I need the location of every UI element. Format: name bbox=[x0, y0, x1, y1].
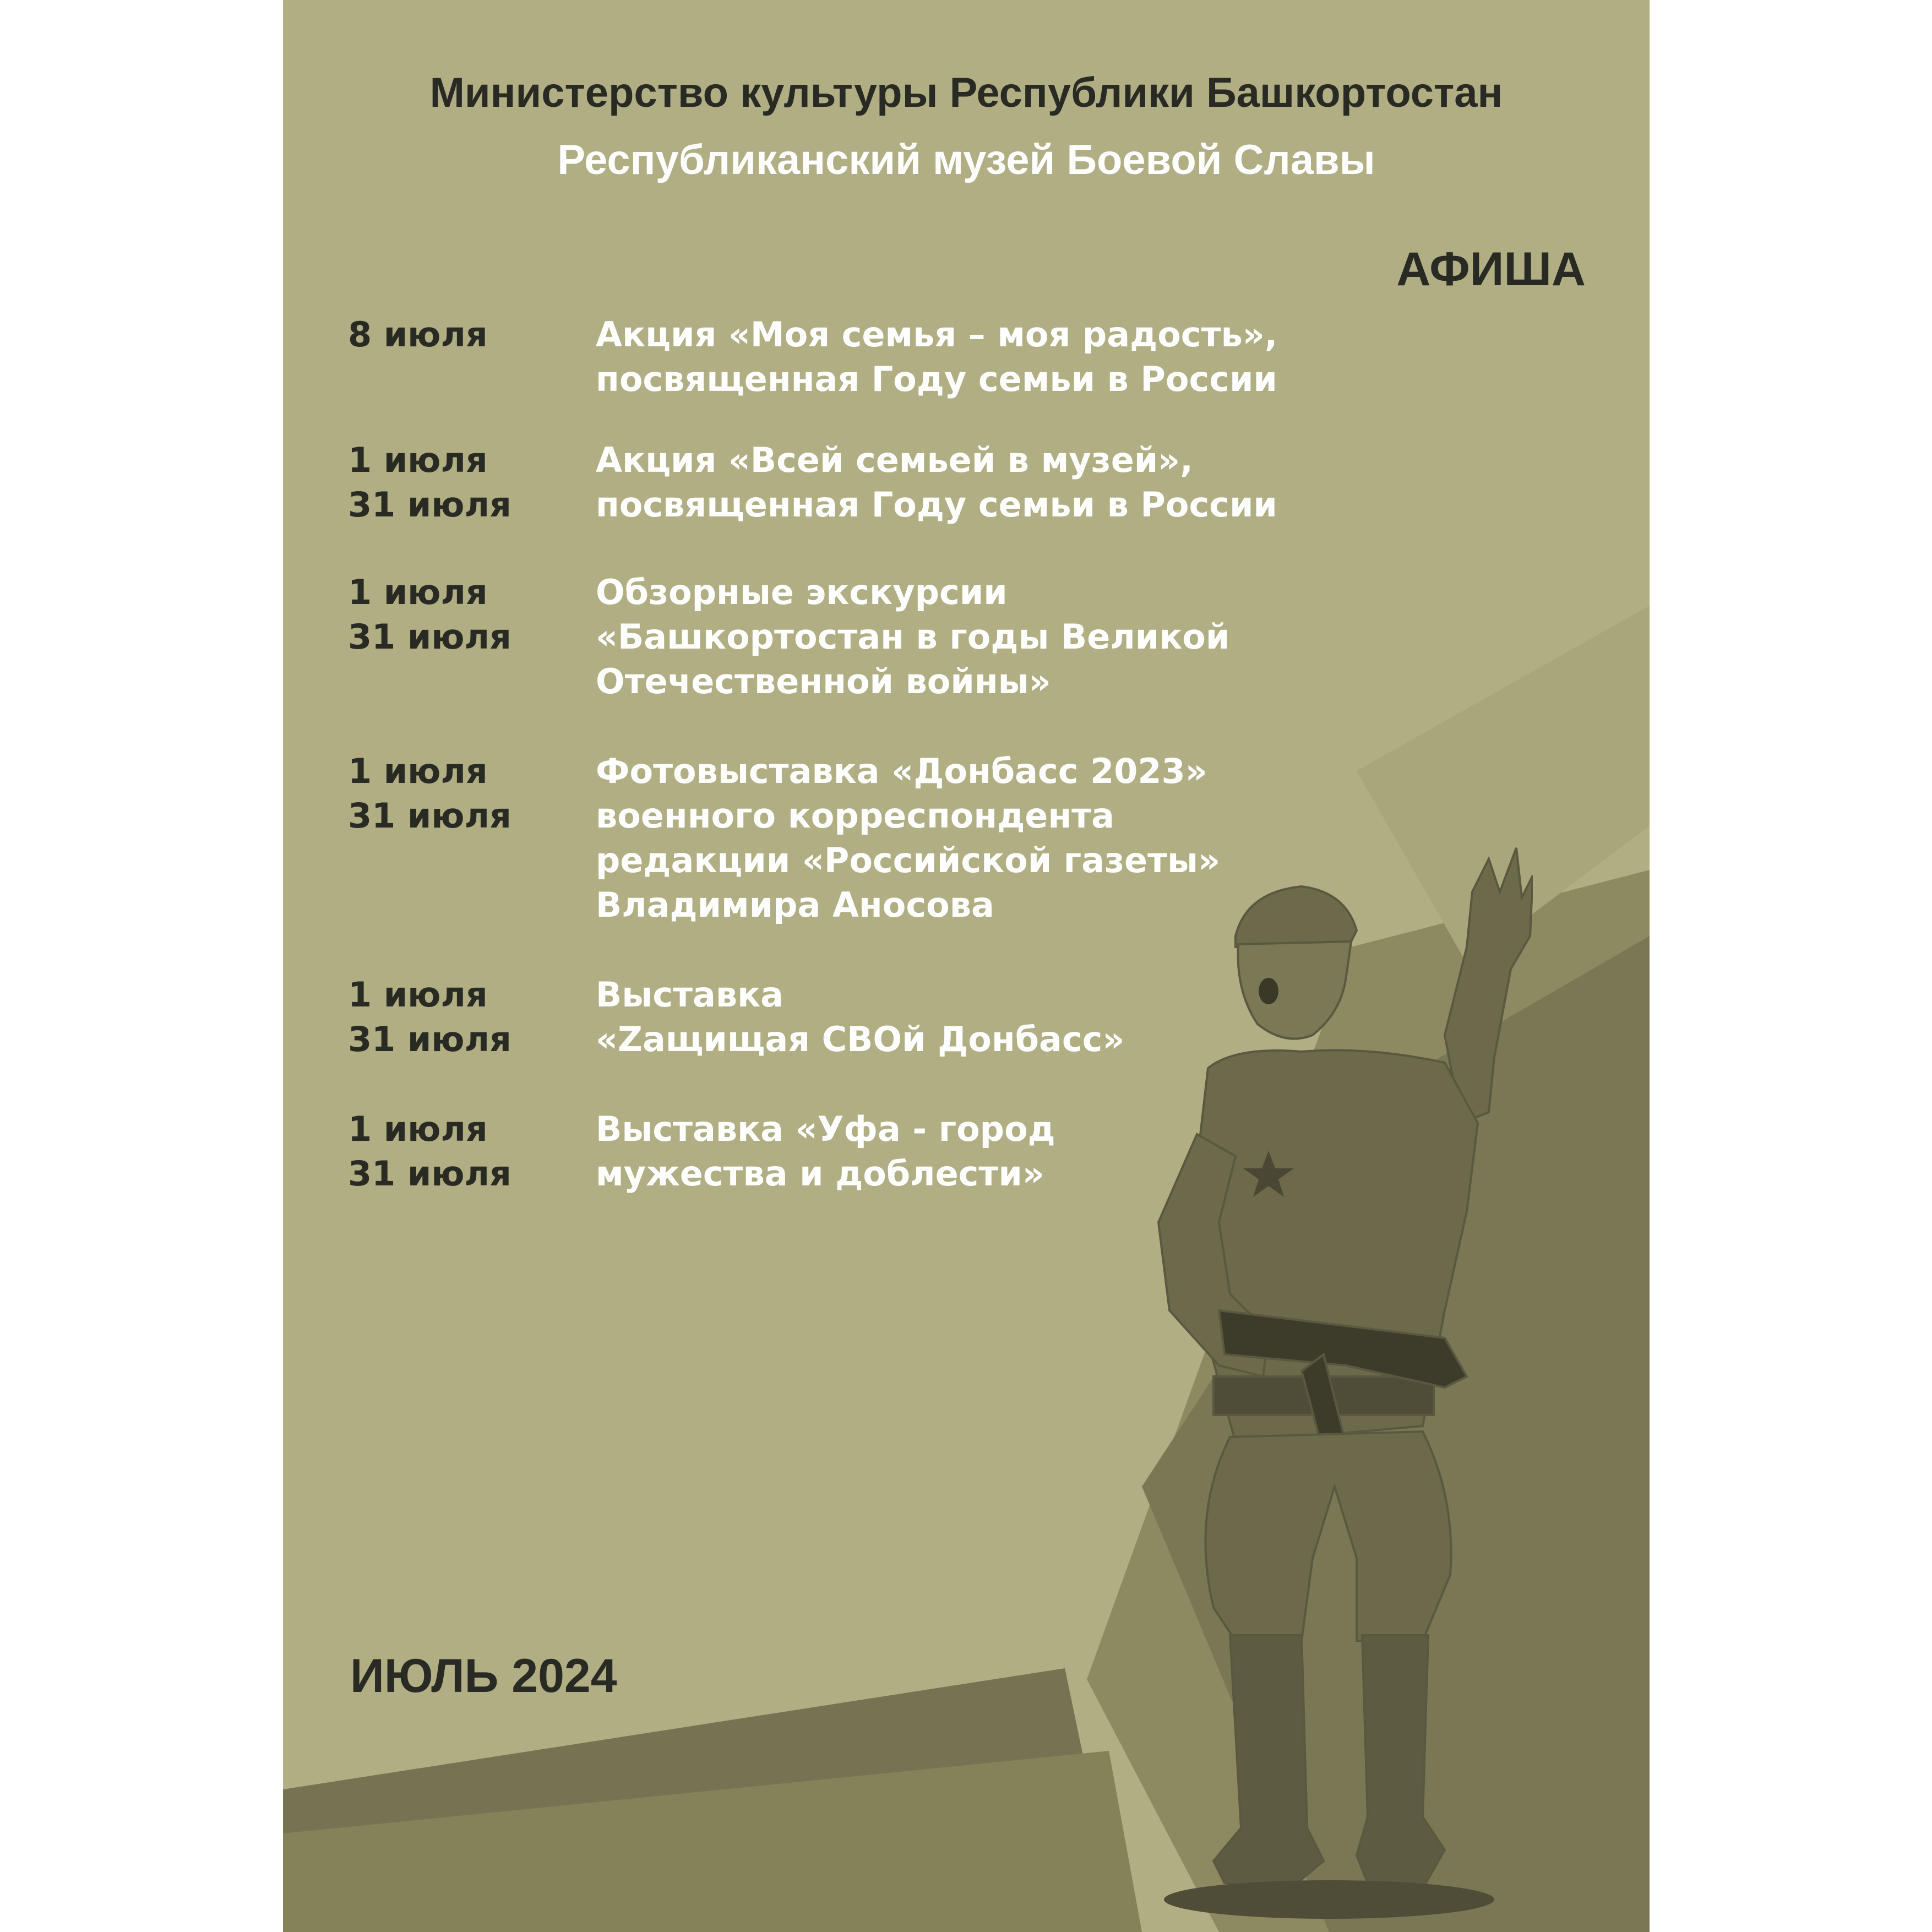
museum-title: Республиканский музей Боевой Славы bbox=[557, 137, 1375, 183]
ministry-title: Министерство культуры Республики Башкортостан bbox=[429, 69, 1503, 116]
event-line: редакции «Российской газеты» bbox=[596, 840, 1221, 880]
event-line: военного корреспондента bbox=[596, 796, 1114, 836]
event-dates bbox=[348, 749, 585, 838]
event-description bbox=[596, 312, 1367, 401]
event-line: Выставка bbox=[596, 975, 783, 1015]
event-date: 31 июля bbox=[348, 796, 511, 836]
event-dates bbox=[348, 570, 585, 659]
event-line: посвященная Году семьи в России bbox=[596, 485, 1277, 525]
afisha-heading: АФИША bbox=[1396, 243, 1586, 296]
event-date: 1 июля bbox=[348, 751, 488, 791]
event-description bbox=[596, 438, 1367, 527]
soldier-statue-icon bbox=[1136, 826, 1533, 1927]
event-date: 1 июля bbox=[348, 975, 488, 1015]
month-year-label: ИЮЛЬ 2024 bbox=[350, 1650, 617, 1702]
event-date: 1 июля bbox=[348, 440, 488, 480]
event-date: 31 июля bbox=[348, 617, 511, 657]
event-line: Фотовыставка «Донбасс 2023» bbox=[596, 751, 1207, 791]
event-dates bbox=[348, 312, 585, 357]
event-dates bbox=[348, 1107, 585, 1196]
event-line: Владимира Аносова bbox=[596, 885, 994, 925]
event-date: 31 июля bbox=[348, 485, 511, 525]
event-dates bbox=[348, 438, 585, 527]
event-line: Акция «Всей семьей в музей», bbox=[596, 440, 1193, 480]
event-line: мужества и доблести» bbox=[596, 1153, 1044, 1194]
event-line: посвященная Году семьи в России bbox=[596, 359, 1277, 399]
event-line: «Башкортостан в годы Великой bbox=[596, 617, 1230, 657]
event-date: 1 июля bbox=[348, 572, 488, 612]
event-date: 31 июля bbox=[348, 1019, 511, 1059]
event-line: «Zащищая СВОй Донбасс» bbox=[596, 1019, 1125, 1059]
event-line: Выставка «Уфа - город bbox=[596, 1109, 1055, 1149]
event-description bbox=[596, 570, 1367, 704]
event-line: Акция «Моя семья – моя радость», bbox=[596, 314, 1278, 355]
event-line: Отечественной войны» bbox=[596, 661, 1051, 701]
event-line: Обзорные экскурсии bbox=[596, 572, 1008, 612]
poster bbox=[283, 0, 1650, 1932]
event-date: 8 июля bbox=[348, 314, 488, 355]
event-dates bbox=[348, 972, 585, 1062]
event-date: 1 июля bbox=[348, 1109, 488, 1149]
event-date: 31 июля bbox=[348, 1153, 511, 1194]
